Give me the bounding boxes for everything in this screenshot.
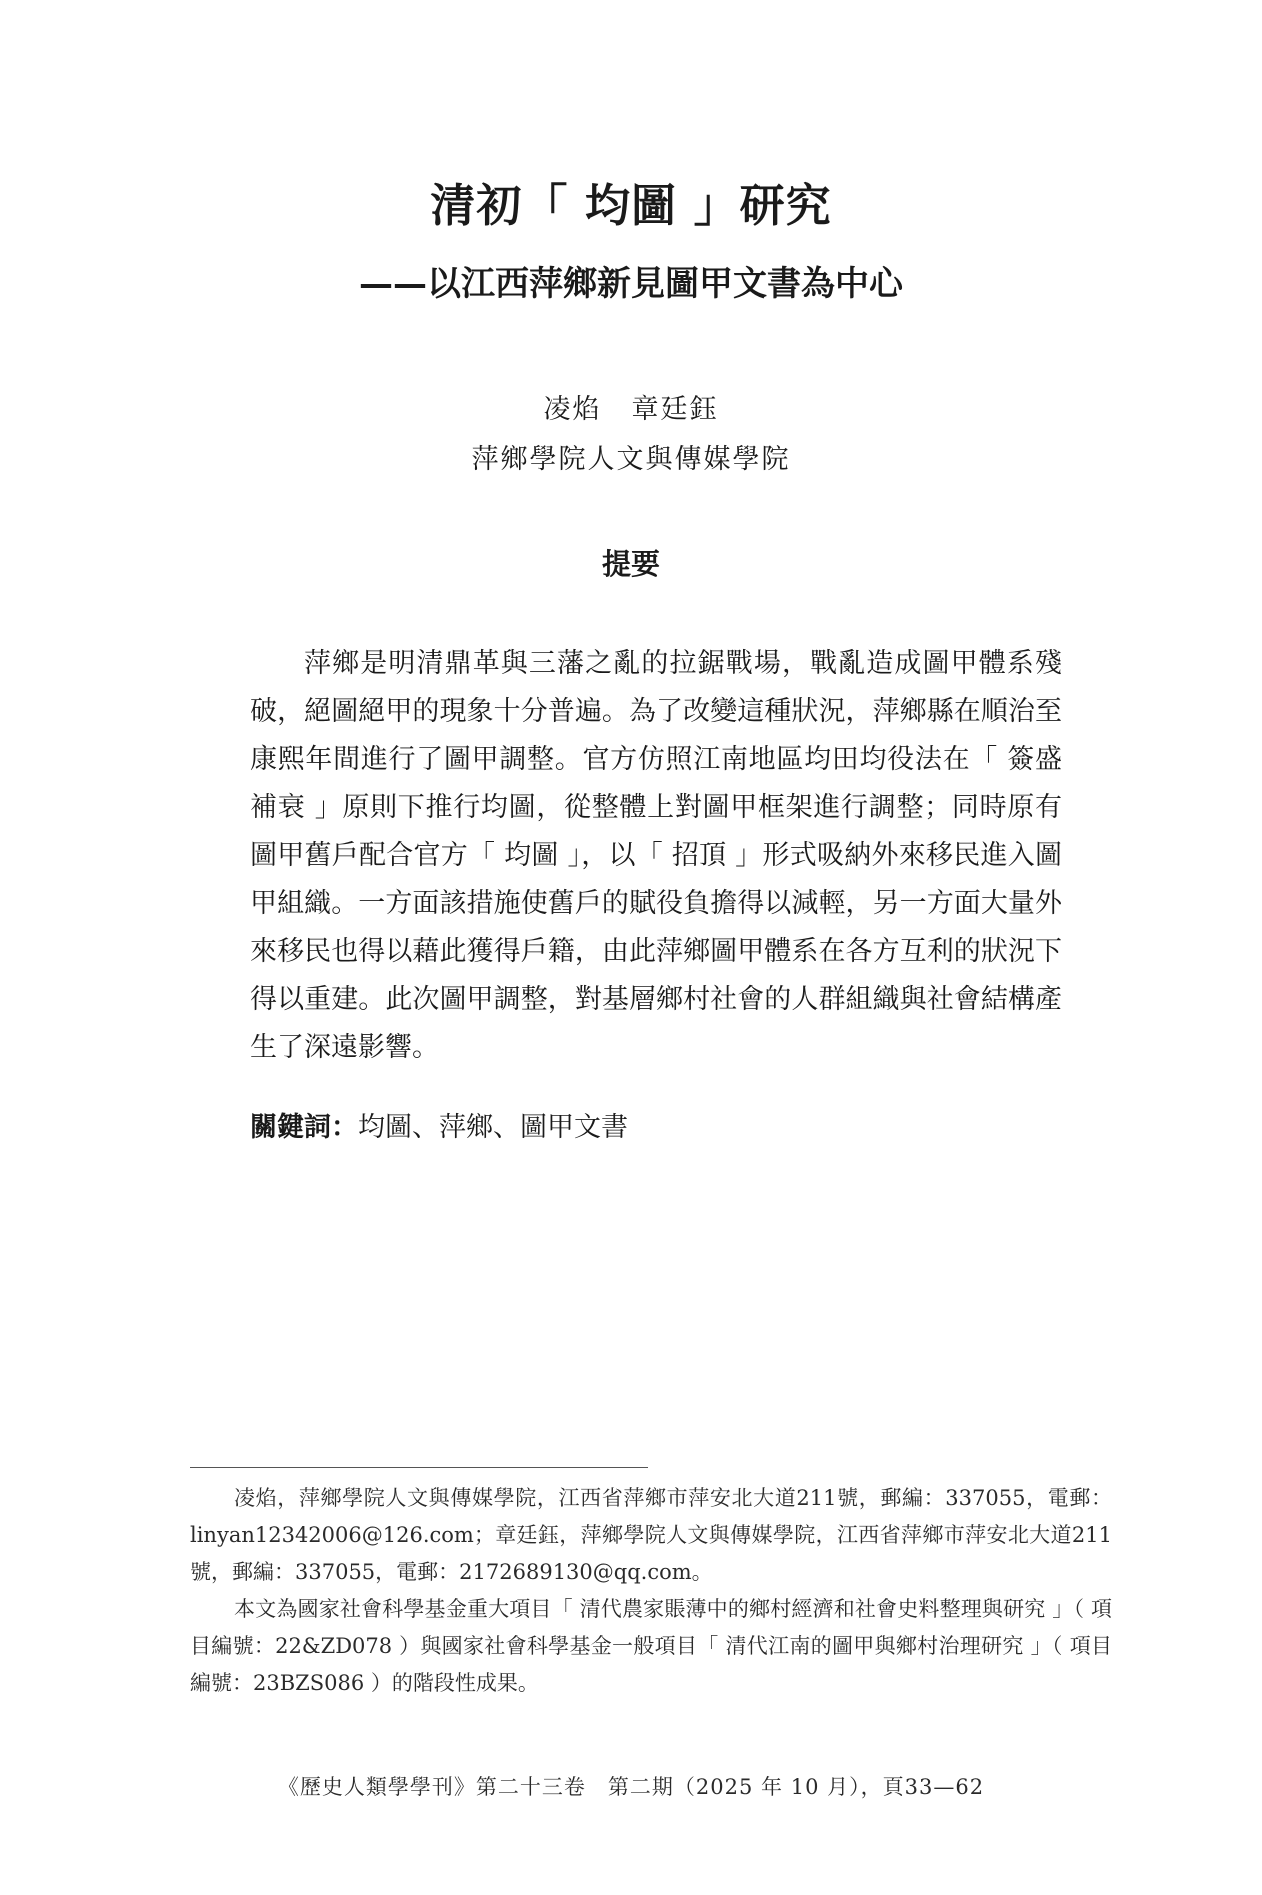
footnote-funding: 本文為國家社會科學基金重大項目「 清代農家賬薄中的鄉村經濟和社會史料整理與研究 」（ 項目編號：22&ZD078 ）與國家社會科學基金一般項目「 清代江南的圖甲與鄉村治理研究 」（ 項目編號：23BZS086 ）的階段性成果。 (190, 1597, 1112, 1695)
author-affiliation: 萍鄉學院人文與傳媒學院 (471, 444, 791, 475)
footnote-divider (190, 1467, 648, 1468)
footnotes (190, 1480, 1112, 1702)
keywords-label: 關鍵詞： (250, 1112, 358, 1143)
author-list (0, 392, 1262, 428)
abstract-heading: 提要 (601, 547, 660, 581)
author-name: 凌焰 (543, 394, 602, 425)
paper-subtitle: ——以江西萍鄉新見圖甲文書為中心 (359, 264, 903, 304)
keywords (250, 1108, 1062, 1148)
journal-citation-footer: 《歷史人類學學刊》第二十三卷 第二期（2025 年 10 月），頁33—62 (277, 1775, 985, 1799)
paper-title: 清初「 均圖 」研究 (430, 179, 832, 232)
author-name: 章廷鈺 (631, 394, 719, 425)
footnote-author-info: 凌焰，萍鄉學院人文與傳媒學院，江西省萍鄉市萍安北大道211號，郵編：337055，電郵：linyan12342006@126.com；章廷鈺，萍鄉學院人文與傳媒學院，江西省萍鄉市萍安北大道211號，郵編：337055，電郵：2172689130@qq.com。 (190, 1486, 1112, 1584)
abstract-body: 萍鄉是明清鼎革與三藩之亂的拉鋸戰場，戰亂造成圖甲體系殘破，絕圖絕甲的現象十分普遍。為了改變這種狀況，萍鄉縣在順治至康熙年間進行了圖甲調整。官方仿照江南地區均田均役法在「 簽盛補衰 」原則下推行均圖，從整體上對圖甲框架進行調整；同時原有圖甲舊戶配合官方「 均圖 」，以「 招頂 」形式吸納外來移民進入圖甲組織。一方面該措施使舊戶的賦役負擔得以減輕，另一方面大量外來移民也得以藉此獲得戶籍，由此萍鄉圖甲體系在各方互利的狀況下得以重建。此次圖甲調整，對基層鄉村社會的人群組織與社會結構產生了深遠影響。 (250, 648, 1062, 1063)
keywords-value: 均圖、萍鄉、圖甲文書 (358, 1112, 628, 1143)
